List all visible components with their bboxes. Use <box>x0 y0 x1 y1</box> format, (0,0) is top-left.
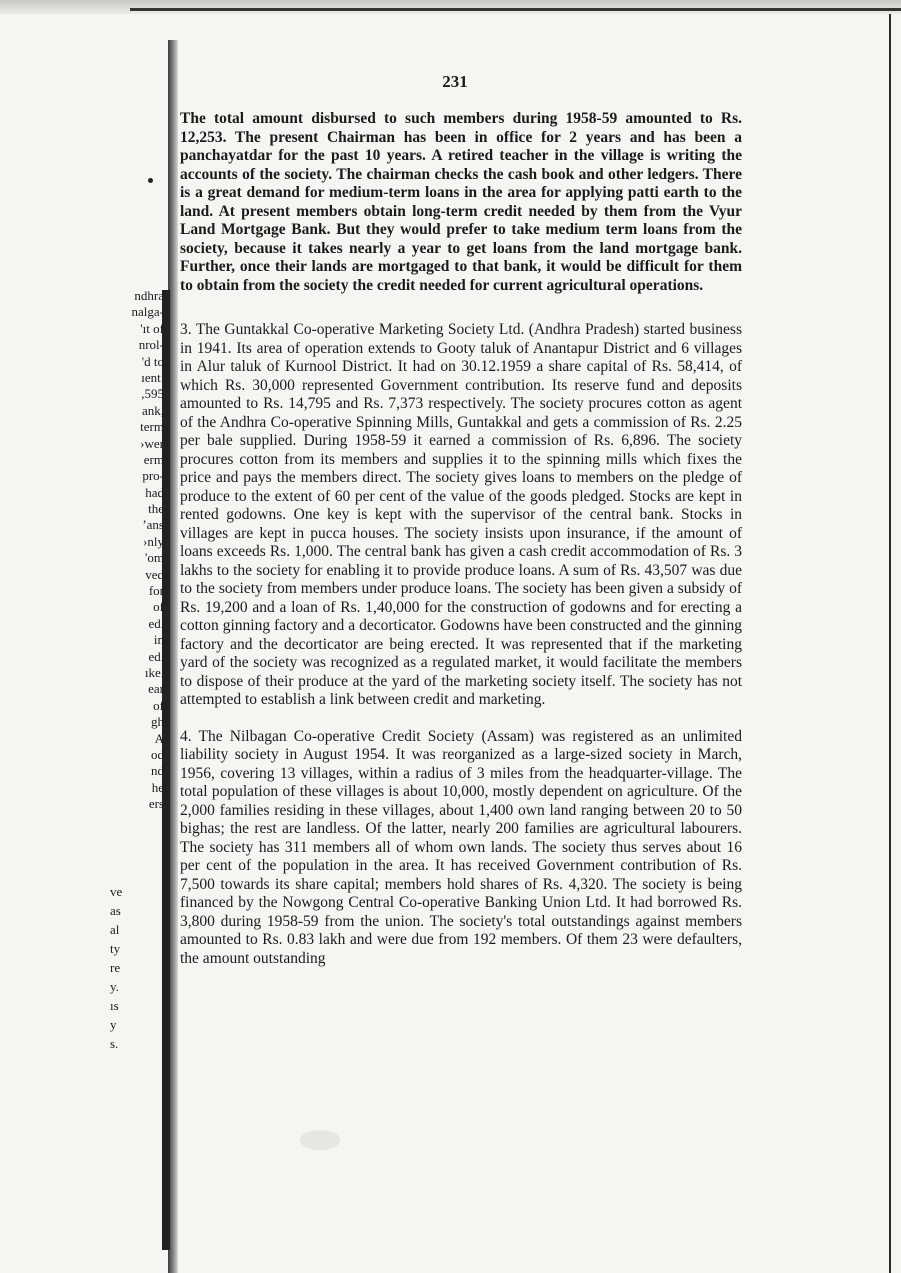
facing-page-fragment: ved <box>145 566 164 582</box>
facing-page-fragment: the <box>148 501 164 517</box>
facing-page-fragment: ıent. <box>141 369 164 385</box>
facing-page-fragment: for <box>148 583 164 599</box>
paragraph-1: The total amount disbursed to such members during 1958-59 amounted to Rs. 12,253. The present Chairman has been in office for 2 years and has been a panchayatdar for the past 10 years. A retired teacher in the village is writing the accounts of the society. The chairman checks the cash book and other ledgers. There is a great demand for medium-term loans in the area for applying patti earth to the land. At present members obtain long-term credit needed by them from the Vyur Land Mortgage Bank. But they would prefer to take medium term loans from the society, because it takes nearly a year to get loans from the land mortgage bank. Further, once their lands are mortgaged to that bank, it would be difficult for them to obtain from the society the credit needed for current agricultural operations. <box>180 110 742 294</box>
facing-page-fragment: ›nly <box>143 533 164 549</box>
scan-top-line <box>130 8 901 11</box>
facing-page-fragment: ndhra <box>134 288 164 303</box>
paragraph-3: 4. The Nilbagan Co-operative Credit Society (Assam) was registered as an unlimited liability society in August 1954. It was reorganized as a large-sized society in March, 1956, covering 13 villages, within a radius of 3 miles from the headquarter-village. The total population of these villages is about 10,000, mostly dependent on agriculture. Of the 2,000 families residing in these villages, about 1,400 own land ranging between 20 to 50 bighas; the rest are landless. Of the latter, nearly 200 families are agricultural labourers. The society has 311 members all of whom own lands. The society thus serves about 16 per cent of the population in the area. It has received Government contribution of Rs. 7,500 towards its share capital; members hold shares of Rs. 4,320. The society is being financed by the Nowgong Central Co-operative Banking Union Ltd. It had borrowed Rs. 3,800 during 1958-59 from the union. The society's total outstandings against members amounted to Rs. 0.83 lakh and were due from 192 members. Of them 23 were defaulters, the amount outstanding <box>180 727 742 967</box>
facing-page-fragment: A <box>154 730 164 746</box>
facing-page-fragment: y <box>110 1017 117 1032</box>
page-number: 231 <box>442 72 468 91</box>
facing-page-fragment: ,595 <box>141 386 164 402</box>
facing-page-fragment: ed. <box>148 648 164 664</box>
paragraph-2: 3. The Guntakkal Co-operative Marketing Society Ltd. (Andhra Pradesh) started business in 1941. Its area of operation extends to Gooty taluk of Anantapur District and 6 villages in Alur taluk of Kurnool District. It had on 30.12.1959 a share capital of Rs. 58,414, of which Rs. 30,000 represented Government contribution. Its reserve fund and deposits amounted to Rs. 14,795 and Rs. 7,373 respectively. The society procures cotton as agent of the Andhra Co-operative Spinning Mills, Guntakkal and gets a commission of Rs. 2.25 per bale supplied. During 1958-59 it earned a commission of Rs. 6,896. The society procures cotton from its members and supplies it to the spinning mills which fixes the price and pays the members direct. The society gives loans to members on the pledge of produce to the extent of 60 per cent of the value of the goods pledged. Stocks are kept in rented godowns. One key is kept with the supervisor of the central bank. Stocks in villages are kept in pucca houses. The society insists upon insurance, if the amount of loans exceeds Rs. 1,000. The central bank has given a cash credit accommodation of Rs. 3 lakhs to the society for enabling it to provide produce loans. A sum of Rs. 43,507 was due to the society from members under produce loans. The society has been given a subsidy of Rs. 19,200 and a loan of Rs. 1,40,000 for the construction of godowns and for erecting a cotton ginning factory and a decorticator. Godowns have been constructed and the ginning factory and the decorticator are being erected. It was represented that if the marketing yard of the society was recognized as a regulated market, it would facilitate the members to dispose of their produce at the yard of the marketing society itself. The society has not attempted to establish a link between credit and marketing. <box>180 321 742 708</box>
facing-page-fragments-lower <box>110 882 150 1053</box>
page-body <box>180 110 742 986</box>
facing-page-fragment: as <box>110 903 121 918</box>
facing-page-fragment: pro- <box>142 468 164 484</box>
facing-page-fragment: gh <box>151 714 164 730</box>
facing-page-fragment: ıs <box>110 998 119 1013</box>
facing-page-fragment: 'd to <box>141 353 164 369</box>
stray-mark <box>148 178 153 183</box>
facing-page-fragment: od <box>151 746 164 762</box>
facing-page-fragment: nrol- <box>138 337 164 353</box>
facing-page-fragment: ›wer <box>140 435 164 451</box>
facing-page-fragment: 'ıt of <box>140 320 164 336</box>
facing-page-fragment: of <box>153 697 164 713</box>
facing-page-fragment: of <box>153 599 164 615</box>
facing-page-fragment: s. <box>110 1036 119 1051</box>
facing-page-fragment: in <box>153 632 164 648</box>
facing-page-fragment: ers <box>148 796 164 812</box>
facing-page-fragment: ty <box>110 941 121 956</box>
page-right-edge <box>889 14 891 1273</box>
facing-page-fragment: al <box>110 922 120 937</box>
facing-page-fragment: ve <box>110 884 123 899</box>
facing-page-fragment: y. <box>110 979 119 994</box>
facing-page-fragment: nd <box>151 763 164 779</box>
scan-top-edge <box>0 0 901 14</box>
facing-page-fragment: re <box>110 960 121 975</box>
facing-page-fragment: term <box>140 419 164 435</box>
page-stain <box>300 1130 340 1150</box>
facing-page-fragment: ıke. <box>144 664 164 680</box>
facing-page-fragment: 'om <box>145 550 164 566</box>
facing-page-fragment: ank, <box>141 402 164 418</box>
facing-page-fragment: erm <box>143 451 164 467</box>
facing-page-fragment: ’ans <box>142 517 164 533</box>
facing-page-fragment: ed. <box>148 615 164 631</box>
facing-page-fragment: ear <box>148 681 164 697</box>
facing-page-fragment: nalga- <box>131 304 164 320</box>
facing-page-fragment: had <box>145 484 164 500</box>
facing-page-fragments-upper <box>116 288 164 813</box>
facing-page-fragment: he <box>151 779 164 795</box>
